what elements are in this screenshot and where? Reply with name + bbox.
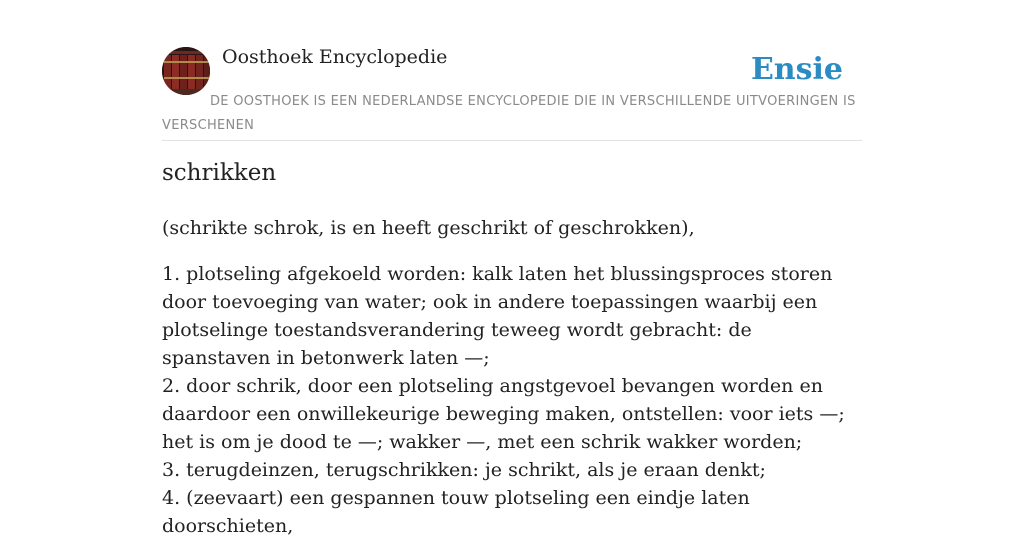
site-header xyxy=(162,40,862,141)
definition-item: 4. (zeevaart) een gespannen touw plotseling een eindje laten doorschieten, xyxy=(162,487,750,537)
definition-item: 2. door schrik, door een plotseling angstgevoel bevangen worden en daardoor een onwillekeurige beweging maken, ontstellen: voor iets —; het is om je dood te —; wakker —, met een schrik wakker worden; xyxy=(162,375,845,453)
ensie-brand-link[interactable]: Ensie xyxy=(750,52,843,87)
entry-body xyxy=(162,214,866,558)
definition-item: 3. terugdeinzen, terugschrikken: je schrikt, als je eraan denkt; xyxy=(162,459,766,481)
entry-title: schrikken xyxy=(162,160,277,186)
entry-definitions xyxy=(162,260,866,540)
encyclopedia-books-icon[interactable] xyxy=(162,47,210,95)
site-tagline: DE OOSTHOEK IS EEN NEDERLANDSE ENCYCLOPEDIE DIE IN VERSCHILLENDE UITVOERINGEN IS VERSCHENEN xyxy=(162,94,856,133)
definition-item: 1. plotseling afgekoeld worden: kalk laten het blussingsproces storen door toevoeging van water; ook in andere toepassingen waarbij een plotselinge toestandsverandering teweeg wordt gebracht: de spanstaven in betonwerk laten —; xyxy=(162,263,833,369)
entry-grammar: (schrikte schrok, is en heeft geschrikt of geschrokken), xyxy=(162,217,695,239)
site-name[interactable]: Oosthoek Encyclopedie xyxy=(222,46,448,68)
